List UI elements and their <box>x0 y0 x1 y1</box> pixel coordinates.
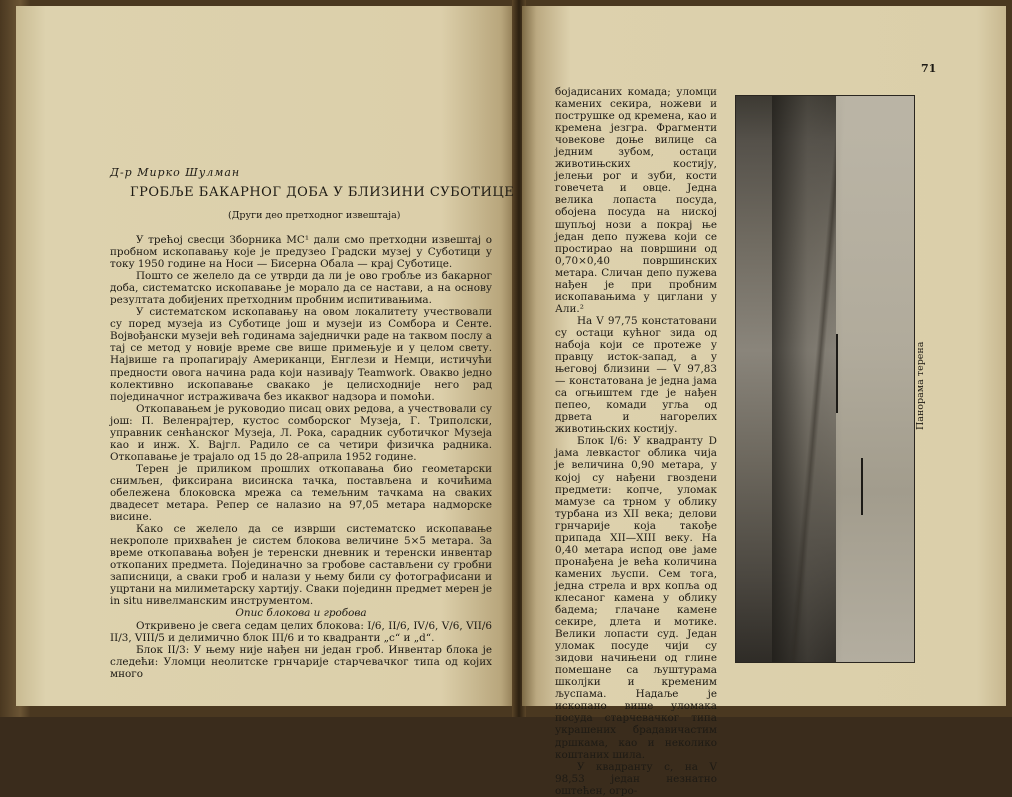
paragraph: бојадисаних комада; уломци камених секира, ножеви и пострушке од кремена, као и кремена језгра. Фрагменти човекове доње вилице са једним зубом, остаци животињских костију, јелењи рог и зуби, кости говечета и овце. Једна велика лопаста посуда, обојена посуда на ниској шупљој нози а покрај ње један депо пужева који се простирао на површини од 0,70×0,40 површинских метара. Сличан депо пужева нађен је при пробним ископавањима у циглани у Али.² <box>555 86 717 315</box>
paragraph: У квадранту c, на V 98,53 један незнатно оштећен, огро- <box>555 760 717 797</box>
left-text-column <box>110 234 492 680</box>
photo-sky <box>836 96 914 662</box>
paragraph: Блок II/3: У њему није нађен ни један гроб. Инвентар блока је следећи: Уломци неолитске грнчарије старчевачког типа од којих много <box>110 643 492 680</box>
paragraph: Пошто се желело да се утврди да ли је ово гробље из бакарног доба, систематско ископавање је морало да се настави, а на основу резултата добијених претходним пробним испитивањима. <box>110 270 492 307</box>
photo-caption: Панорама терена <box>915 341 926 430</box>
paragraph: Терен је приликом прошлих откопавања био геометарски снимљен, фиксирана висинска тачка, постављена и кочићима обележена блоковска мрежа са темељним тачкама на сваких двадесет метара. Репер се налазио на 97,05 метара надморске висине. <box>110 462 492 524</box>
paragraph: Откривено је свега седам целих блокова: I/6, II/6, IV/6, V/6, VII/6 II/3, VIII/5 и делимично блок III/6 и то квадранти „c“ и „d“. <box>110 619 492 644</box>
paragraph: Откопавањем је руководио писац ових редова, а учествовали су још: П. Веленрајтер, кустос сомборског Музеја, Г. Триполски, управник сенћанског Музеја, Л. Рока, сарадник суботичког Музеја као и инж. Х. Вајгл. Радило се са четири физичка радника. Откопавање је трајало од 15 до 28-априла 1952 године. <box>110 402 492 463</box>
section-heading: Опис блокова и гробова <box>235 607 367 620</box>
photo-caption-wrap <box>915 330 935 430</box>
terrain-panorama-photo <box>735 95 915 663</box>
paragraph: Блок I/6: У квадранту D јама левкастог облика чија је величина 0,90 метара, у којој су нађени гвоздени предмети: копче, уломак мамузе са трном у облику турбана из XII века; делови грнчарије која такође припада XII—XIII веку. На 0,40 метара испод ове јаме пронађена је већа количина камених љуспи. Сем тога, једна стрела и врх копља од клесаног камена у облику бадема; глачане камене секире, длета и мотике. Велики лопасти суд. Један уломак посуде чији су зидови начињени од глине помешане са љуштурама школјки и кременим љуспама. Надаље је ископано више уломака посуда старчевачког типа украшених брадавичастим дршкама, као и неколико коштаних шила. <box>555 435 717 761</box>
paragraph: У трећој свесци Зборника МС¹ дали смо претходни извештај о пробном ископавању које је предузео Градски музеј у Суботици у току 1950 године на Носи — Бисерна Обала — крај Суботице. <box>110 234 492 271</box>
page-number: 71 <box>921 62 937 75</box>
photo-pole <box>836 334 838 413</box>
photo-pole <box>861 458 863 515</box>
paragraph: Како се желело да се изврши систематско ископавање некрополе прихваћен је систем блокова величине 5×5 метара. За време откопавања вођен је теренски дневник и теренски инвентар откопаних предмета. Појединачно за гробове састављени су гробни записници, а сваки гроб и налази у њему били су фотографисани и уцртани на милиметарску хартију. Сваки појединн предмет мерен је in situ нивелманским инструментом. <box>110 523 492 608</box>
photo-ridge <box>772 96 843 662</box>
paragraph: У систематском ископавању на овом локалитету учествовали су поред музеја из Суботице још и музеји из Сомбора и Сенте. Војвођански музеји већ годинама заједнички раде на таквом послу а тај се метод у новије време све више примењује и у целом свету. Највише га пропагирају Американци, Енглези и Немци, истичући предности овога начина рада који називају Teamwork. Овакво једно колективно ископавање свакако је целисходније него рад појединачног истраживача без икаквог надзора и помоћи. <box>110 306 492 403</box>
article-subtitle: (Други део претходног извештаја) <box>228 210 401 221</box>
paragraph: На V 97,75 констатовани су остаци кућног зида од набоја који се протеже у правцу исток-запад, а у његовој близини — V 97,83 — констатована је једна јама са огњиштем где је нађен пепео, комади угља од дрвета и нагорелих животињских костију. <box>555 314 717 436</box>
right-text-column <box>555 86 717 797</box>
article-title: ГРОБЉЕ БАКАРНОГ ДОБА У БЛИЗИНИ СУБОТИЦЕ <box>130 185 515 200</box>
author-name: Д-р Мирко Шулман <box>110 166 241 179</box>
